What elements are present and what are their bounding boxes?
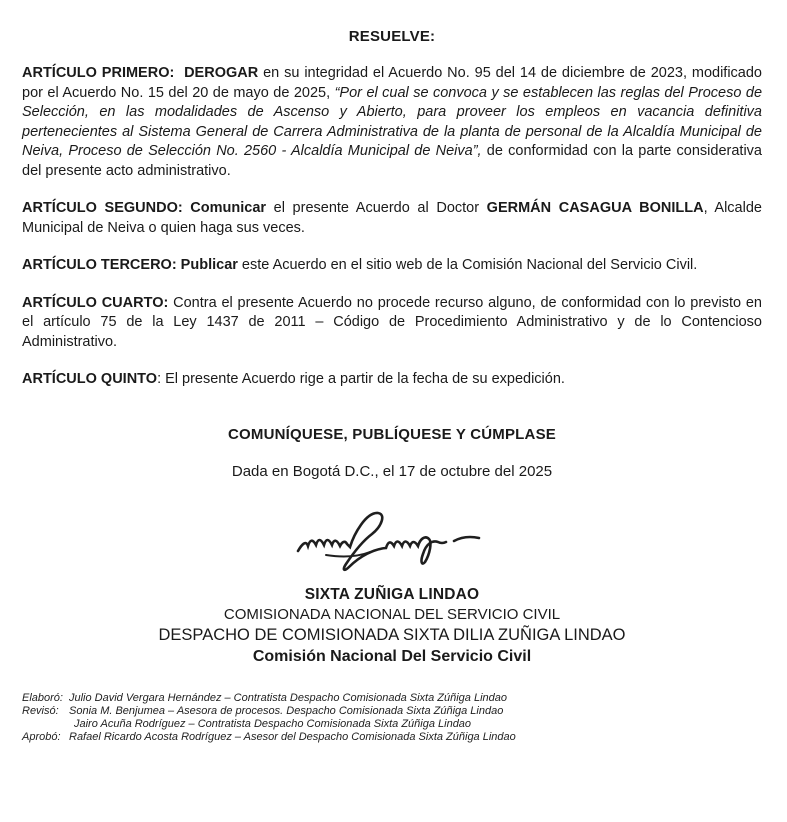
article-cuarto-paragraph: ARTÍCULO CUARTO: Contra el presente Acuerdo no procede recurso alguno, de conformidad con lo previsto en el artículo 75 de la Ley 1437 de 2011 – Código de Procedimiento Administrativo y de lo Contencioso Administrativo. [22, 294, 762, 350]
place-date-line: Dada en Bogotá D.C., el 17 de octubre del 2025 [231, 462, 553, 480]
document-footer [22, 692, 762, 745]
signatory-name: SIXTA ZUÑIGA LINDAO [304, 585, 480, 603]
article-primero-paragraph: ARTÍCULO PRIMERO: DEROGAR en su integridad el Acuerdo No. 95 del 14 de diciembre de 2023, modificado por el Acuerdo No. 15 del 20 de mayo de 2025, “Por el cual se convoca y se establecen las reglas del Proceso de Selección, en las modalidades de Ascenso y Abierto, para proveer los empleos en vacancia definitiva pertenecientes al Sistema General de Carrera Administrativa de la planta de personal de la Alcaldía Municipal de Neiva, Proceso de Selección No. 2560 - Alcaldía Municipal de Neiva”, de conformidad con la parte considerativa del presente acto administrativo. [22, 65, 763, 179]
footer-line-reviso-2 [22, 718, 762, 731]
signatory-block [22, 585, 762, 667]
article-tercero-paragraph: ARTÍCULO TERCERO: Publicar este Acuerdo en el sitio web de la Comisión Nacional del Servicio Civil. [22, 257, 698, 273]
signatory-office: DESPACHO DE COMISIONADA SIXTA DILIA ZUÑIGA LINDAO [158, 625, 626, 644]
signature-image [292, 504, 492, 578]
footer-text: Julio David Vergara Hernández – Contratista Despacho Comisionada Sixta Zúñiga Lindao [69, 691, 508, 704]
article-quinto-paragraph: ARTÍCULO QUINTO: El presente Acuerdo rige a partir de la fecha de su expedición. [22, 371, 565, 387]
footer-label: Revisó: [22, 704, 59, 717]
footer-line-aprobo [22, 731, 762, 744]
footer-text: Sonia M. Benjumea – Asesora de procesos. Despacho Comisionada Sixta Zúñiga Lindao [69, 704, 504, 717]
footer-label [22, 718, 69, 731]
footer-text: Rafael Ricardo Acosta Rodríguez – Asesor del Despacho Comisionada Sixta Zúñiga Lindao [69, 731, 516, 744]
signatory-role: COMISIONADA NACIONAL DEL SERVICIO CIVIL [223, 605, 561, 623]
article-segundo-paragraph: ARTÍCULO SEGUNDO: Comunicar el presente Acuerdo al Doctor GERMÁN CASAGUA BONILLA, Alcalde Municipal de Neiva o quien haga sus veces. [22, 200, 762, 236]
footer-text: Jairo Acuña Rodríguez – Contratista Despacho Comisionada Sixta Zúñiga Lindao [74, 717, 472, 730]
footer-line-elaboro [22, 692, 762, 705]
footer-label: Elaboró: [22, 691, 63, 704]
footer-line-reviso-1 [22, 705, 762, 718]
signatory-entity: Comisión Nacional Del Servicio Civil [252, 647, 532, 665]
footer-label: Aprobó: [22, 731, 61, 744]
order-line: COMUNÍQUESE, PUBLÍQUESE Y CÚMPLASE [228, 425, 556, 443]
signature-area [22, 504, 762, 583]
resolution-heading: RESUELVE: [348, 28, 436, 45]
